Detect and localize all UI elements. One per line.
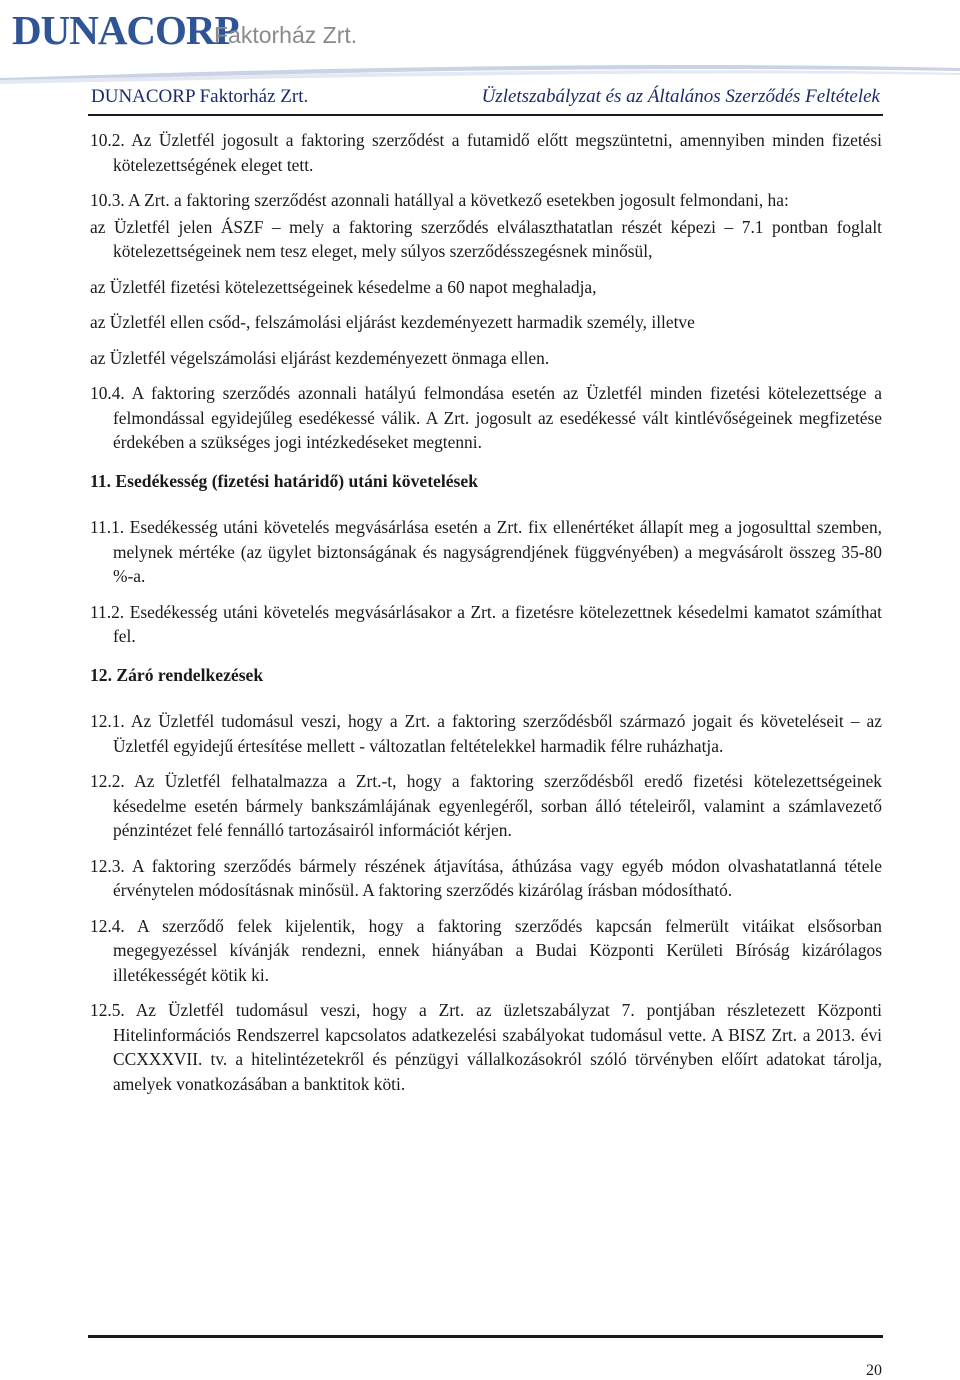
clause-10-3-item-d: az Üzletfél végelszámolási eljárást kezdeményezett önmaga ellen. <box>90 347 550 368</box>
clause-12-5: 12.5. Az Üzletfél tudomásul veszi, hogy a Zrt. az üzletszabályzat 7. pontjában részletezett Központi Hitelinformációs Rendszerrel kapcsolatos adatkezelési szabályokat tudomásul vette. A BISZ Zrt. a 2013. évi CCXXXVII. tv. a hitelintézetekről és pénzügyi vállalkozásokról szóló törvényben előírt adatokat tárolja, amelyek vonatkozásában a banktitok köti. <box>90 1000 882 1094</box>
header-divider <box>88 114 883 116</box>
footer-divider <box>88 1335 883 1338</box>
page-number: 20 <box>866 1362 882 1379</box>
clause-10-3-item-a: az Üzletfél jelen ÁSZF – mely a faktoring szerződés elválaszthatatlan részét képezi – 7.1 pontban foglalt kötelezettségeinek nem tesz eleget, mely súlyos szerződésszegésnek minősül, <box>90 216 882 261</box>
clause-10-2: 10.2. Az Üzletfél jogosult a faktoring szerződést a futamidő előtt megszüntetni, amennyiben minden fizetési kötelezettségének eleget tett. <box>90 130 882 175</box>
clause-12-1: 12.1. Az Üzletfél tudomásul veszi, hogy a Zrt. a faktoring szerződésből származó jogait és követeléseit – az Üzletfél egyidejű értesítése mellett - változatlan feltételekkel harmadik félre ruházhatja. <box>90 711 882 756</box>
header-company-name: DUNACORP Faktorház Zrt. <box>91 86 309 107</box>
section-heading-11: 11. Esedékesség (fizetési határidő) utáni követelések <box>90 470 478 491</box>
clause-12-3: 12.3. A faktoring szerződés bármely részének átjavítása, áthúzása vagy egyéb módon olvashatatlanná tétele érvénytelen módosításnak minősül. A faktoring szerződés kizárólag írásban módosítható. <box>90 855 882 900</box>
logo-wordmark: DUNACORP <box>12 7 239 53</box>
clause-11-2: 11.2. Esedékesség utáni követelés megvásárlásakor a Zrt. a fizetésre kötelezettnek késedelmi kamatot számíthat fel. <box>90 601 882 646</box>
clause-12-2: 12.2. Az Üzletfél felhatalmazza a Zrt.-t, hogy a faktoring szerződésből eredő fizetési kötelezettségeinek késedelme esetén bármely bankszámlájának egyenlegéről, sorban álló tételeiről, valamint a számlavezető pénzintézet felé fennálló tartozásairól információt kérjen. <box>90 771 882 840</box>
clause-11-1: 11.1. Esedékesség utáni követelés megvásárlása esetén a Zrt. fix ellenértéket állapít meg a jogosulttal szemben, melynek mértéke (az ügylet biztonságának és nagyságrendjének függvényében) a megvásárolt összeg 35-80 %-a. <box>90 517 882 586</box>
section-heading-12: 12. Záró rendelkezések <box>90 664 264 685</box>
clause-10-3-item-c: az Üzletfél ellen csőd-, felszámolási eljárást kezdeményezett harmadik személy, illetve <box>90 312 695 332</box>
clause-10-4: 10.4. A faktoring szerződés azonnali hatályú felmondása esetén az Üzletfél minden fizetési kötelezettsége a felmondással egyidejűleg esedékessé válik. A Zrt. jogosult az esedékessé vált kintlévőségeinek megfizetése érdekében a szükséges jogi intézkedéseket megtenni. <box>90 383 882 452</box>
clause-10-3: 10.3. A Zrt. a faktoring szerződést azonnali hatállyal a következő esetekben jogosult felmondani, ha: <box>90 190 789 210</box>
clause-10-3-item-b: az Üzletfél fizetési kötelezettségeinek késedelme a 60 napot meghaladja, <box>90 276 597 297</box>
header-swoosh-decoration <box>0 40 960 90</box>
clause-12-4: 12.4. A szerződő felek kijelentik, hogy a faktoring szerződés kapcsán felmerült vitáikat elsősorban megegyezéssel kívánják rendezni, ennek hiányában a Budai Központi Kerületi Bíróság kizárólagos illetékességét kötik ki. <box>90 915 882 985</box>
logo-subtitle: Faktorház Zrt. <box>214 22 358 48</box>
document-body <box>90 128 882 1107</box>
header-document-title: Üzletszabályzat és az Általános Szerződés Feltételek <box>481 86 880 107</box>
